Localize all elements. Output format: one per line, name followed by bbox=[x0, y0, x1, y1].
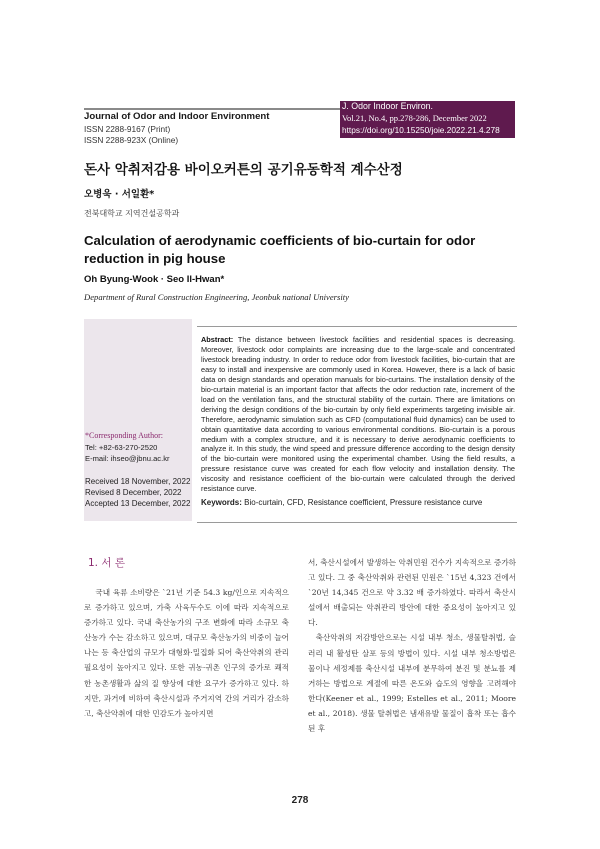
english-affiliation: Department of Rural Construction Engineering, Jeonbuk national University bbox=[84, 292, 349, 302]
english-title: Calculation of aerodynamic coefficients of bio-curtain for odor reduction in pig house bbox=[84, 233, 476, 266]
body-column-right bbox=[308, 555, 516, 736]
journal-name: Journal of Odor and Indoor Environment bbox=[84, 111, 270, 122]
journal-header bbox=[84, 108, 340, 145]
journal-citation-box bbox=[340, 101, 515, 138]
korean-authors: 오병욱 · 서일환* bbox=[84, 189, 155, 200]
paragraph: 축산악취의 저감방안으로는 시설 내부 청소, 생물탈취법, 슬러리 내 활성탄 살포 등의 방법이 있다. 시설 내부 청소방법은 물이나 세정제를 축산시설 내부에 분무하여 분진 및 분뇨를 제거하는 방법으로 계절에 따른 온도와 습도의 영향을 고려해야 한다(Keener et al., 1999; Estelles et al., 2011; Moore et al., 2018). 생물 탈취법은 냄새유발 물질이 흡착 또는 흡수된 후 bbox=[308, 633, 516, 734]
received-date: Received 18 November, 2022 bbox=[85, 477, 191, 486]
abstract bbox=[201, 335, 515, 494]
issn-print: ISSN 2288-9167 (Print) bbox=[84, 124, 171, 134]
korean-affiliation: 전북대학교 지역건설공학과 bbox=[84, 209, 180, 218]
corresponding-author-label: *Corresponding Author: bbox=[85, 431, 163, 440]
issn-online: ISSN 2288-923X (Online) bbox=[84, 135, 179, 145]
keywords-text: Bio-curtain, CFD, Resistance coefficient, Pressure resistance curve bbox=[244, 498, 483, 507]
abstract-text: The distance between livestock facilities and residential spaces is decreasing. Moreover, livestock odor complaints are increasing due to the large-scale and concentrated livestock breading industry. In order to reduce odor from livestock facilities, bio-curtain that are easy to install and inexpensive are commonly used in Korea. However, there is a lack of basic data on design standards and operation manuals for bio-curtains. The installation density of the bio-curtain material is an important factor that affects the odor reduction rate, increment of the load on the ventilation fans, and the structural stability of the curtain. There are limitations on deriving the design conditions of the bio-curtain by only field experiments targeting invisible air. Therefore, aerodynamic simulation such as CFD (computational fluid dynamics) can be used to obtain quantitative data according to various environmental conditions. Bio-curtain is a porous medium with a complex structure, and it is necessary to derive aerodynamic coefficients to analyze it. In this study, the wind speed and pressure difference according to the design density of the bio-curtain were monitored using the experimental chamber. Using the field results, a pressure resistance curve was created for each flow velocity and installation density. The viscosity and resistance coefficient of the bio-curtain were calculated through the derived resistance curve. bbox=[201, 335, 515, 494]
body-column-left bbox=[84, 585, 289, 721]
keywords-label: Keywords: bbox=[201, 498, 242, 507]
paragraph: 국내 육류 소비량은 `21년 기준 54.3 kg/인으로 지속적으로 증가하고 있으며, 가축 사육두수도 이에 따라 지속적으로 증가하고 있다. 국내 축산농가의 구조 변화에 따라 소규모 축산농가 수는 감소하고 있으며, 대규모 축산농가의 비중이 늘어나는 등 축산업의 규모가 대형화·밀집화 되어 축산악취의 관리 필요성이 높아지고 있다. 또한 귀농·귀촌 인구의 증가로 쾌적한 농촌생활과 삶의 질 향상에 대한 요구가 증가하고 있다. 하지만, 과거에 비하여 축산시설과 주거지역 간의 거리가 감소하고, 축산악취에 대한 민감도가 높아지면 bbox=[84, 588, 289, 718]
keywords bbox=[201, 498, 482, 507]
korean-title: 돈사 악취저감용 바이오커튼의 공기유동학적 계수산정 bbox=[84, 162, 403, 178]
section-heading: 1. 서 론 bbox=[88, 557, 125, 569]
revised-date: Revised 8 December, 2022 bbox=[85, 488, 182, 497]
author-phone: Tel: +82-63-270-2520 bbox=[85, 443, 158, 452]
english-authors: Oh Byung-Wook · Seo Il-Hwan* bbox=[84, 274, 225, 285]
volume-info: Vol.21, No.4, pp.278-286, December 2022 bbox=[342, 113, 487, 123]
accepted-date: Accepted 13 December, 2022 bbox=[85, 499, 191, 508]
doi-link[interactable]: https://doi.org/10.15250/joie.2022.21.4.278 bbox=[342, 125, 500, 135]
journal-abbreviation: J. Odor Indoor Environ. bbox=[342, 101, 433, 111]
author-email[interactable]: E-mail: ihseo@jbnu.ac.kr bbox=[85, 454, 170, 463]
abstract-label: Abstract: bbox=[201, 335, 234, 344]
paragraph: 서, 축산시설에서 발생하는 악취민원 건수가 지속적으로 증가하고 있다. 그 중 축산악취와 관련된 민원은 `15년 4,323 건에서 `20년 14,345 건으로 약 3.32 배 증가하였다. 따라서 축산시설에서 배출되는 악취관리 방안에 대한 중요성이 높아지고 있다. bbox=[308, 558, 516, 628]
page-number: 278 bbox=[291, 795, 309, 806]
